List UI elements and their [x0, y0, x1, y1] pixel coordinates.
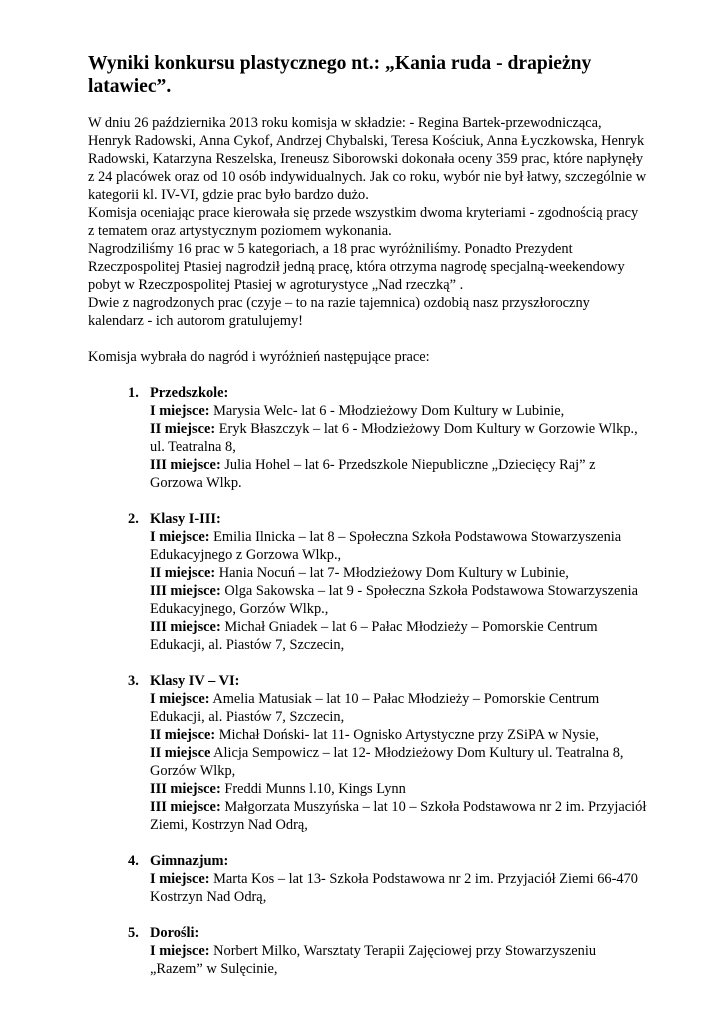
intro-paragraph: Komisja oceniając prace kierowała się przede wszystkim dwoma kryteriami - zgodnością pracy z tematem oraz artystycznym poziomem wykonania. [88, 205, 639, 239]
award-entry [150, 564, 648, 582]
award-place-label: II miejsce: [150, 727, 216, 743]
award-text: Marysia Welc- lat 6 - Młodzieżowy Dom Kultury w Lubinie, [209, 403, 565, 419]
category-name: Przedszkole: [150, 385, 229, 401]
award-place-label: III miejsce: [150, 583, 221, 599]
award-entry [150, 618, 648, 654]
category-number: 1. [128, 385, 139, 401]
category-number: 3. [128, 673, 139, 689]
award-entry [150, 402, 648, 420]
award-place-label: III miejsce: [150, 799, 221, 815]
award-text: Olga Sakowska – lat 9 - Społeczna Szkoła Podstawowa Stowarzyszenia Edukacyjnego, Gorzów Wlkp., [150, 583, 638, 617]
award-place-label: I miejsce: [150, 529, 210, 545]
award-entry [150, 942, 648, 978]
award-place-label: III miejsce: [150, 457, 221, 473]
category-number: 2. [128, 511, 139, 527]
award-text: Julia Hohel – lat 6- Przedszkole Niepubliczne „Dziecięcy Raj” z Gorzowa Wlkp. [150, 457, 596, 491]
award-text: Alicja Sempowicz – lat 12- Młodzieżowy Dom Kultury ul. Teatralna 8, Gorzów Wlkp, [150, 745, 624, 779]
award-entry [150, 870, 648, 906]
intro-paragraph: Dwie z nagrodzonych prac (czyje – to na razie tajemnica) ozdobią nasz przyszłoroczny kalendarz - ich autorom gratulujemy! [88, 295, 590, 329]
award-text: Michał Doński- lat 11- Ognisko Artystyczne przy ZSiPA w Nysie, [215, 727, 599, 743]
award-text: Emilia Ilnicka – lat 8 – Społeczna Szkoła Podstawowa Stowarzyszenia Edukacyjnego z Gorzowa Wlkp., [150, 529, 622, 563]
award-place-label: II miejsce: [150, 565, 216, 581]
category-name: Dorośli: [150, 925, 200, 941]
category-item [88, 510, 648, 654]
award-entry [150, 744, 648, 780]
award-place-label: III miejsce: [150, 619, 221, 635]
award-place-label: I miejsce: [150, 871, 210, 887]
award-entry [150, 528, 648, 564]
page-title: Wyniki konkursu plastycznego nt.: „Kania ruda - drapieżny latawiec”. [88, 53, 592, 97]
category-name: Gimnazjum: [150, 853, 229, 869]
category-item [88, 384, 648, 492]
award-entry [150, 582, 648, 618]
award-entry [150, 798, 648, 834]
award-place-label: I miejsce: [150, 943, 210, 959]
award-text: Michał Gniadek – lat 6 – Pałac Młodzieży – Pomorskie Centrum Edukacji, al. Piastów 7, Szczecin, [150, 619, 598, 653]
document-page [88, 52, 648, 996]
intro-paragraph: Nagrodziliśmy 16 prac w 5 kategoriach, a 18 prac wyróżniliśmy. Ponadto Prezydent Rzeczpospolitej Ptasiej nagrodził jedną pracę, która otrzyma nagrodę specjalną-weekendowy pobyt w Rzeczpospolitej Ptasiej w agroturystyce „Nad rzeczką” . [88, 241, 625, 293]
award-text: Marta Kos – lat 13- Szkoła Podstawowa nr 2 im. Przyjaciół Ziemi 66-470 Kostrzyn Nad Odrą, [150, 871, 638, 905]
award-entry [150, 726, 648, 744]
award-text: Amelia Matusiak – lat 10 – Pałac Młodzieży – Pomorskie Centrum Edukacji, al. Piastów 7, Szczecin, [150, 691, 600, 725]
category-number: 4. [128, 853, 139, 869]
award-text: Eryk Błaszczyk – lat 6 - Młodzieżowy Dom Kultury w Gorzowie Wlkp., ul. Teatralna 8, [150, 421, 638, 455]
intro-block [88, 114, 648, 330]
award-place-label: I miejsce: [150, 691, 210, 707]
award-entry [150, 456, 648, 492]
intro-paragraph: W dniu 26 października 2013 roku komisja w składzie: - Regina Bartek-przewodnicząca, Henryk Radowski, Anna Cykof, Andrzej Chybalski, Teresa Kościuk, Anna Łyczkowska, Henryk Radowski, Katarzyna Reszelska, Ireneusz Siborowski dokonała oceny 359 prac, które napłynęły z 24 placówek oraz od 10 osób indywidualnych. Jak co roku, wybór nie był łatwy, szczególnie w kategorii kl. IV-VI, gdzie prac było bardzo dużo. [88, 115, 647, 203]
category-item [88, 672, 648, 834]
award-entry [150, 420, 648, 456]
category-item [88, 924, 648, 978]
award-place-label: II miejsce: [150, 421, 216, 437]
award-place-label: III miejsce: [150, 781, 221, 797]
award-text: Hania Nocuń – lat 7- Młodzieżowy Dom Kultury w Lubinie, [215, 565, 569, 581]
category-name: Klasy IV – VI: [150, 673, 240, 689]
award-text: Małgorzata Muszyńska – lat 10 – Szkoła Podstawowa nr 2 im. Przyjaciół Ziemi, Kostrzyn Nad Odrą, [150, 799, 647, 833]
award-text: Norbert Milko, Warsztaty Terapii Zajęciowej przy Stowarzyszeniu „Razem” w Sulęcinie, [150, 943, 597, 977]
lead-in-text: Komisja wybrała do nagród i wyróżnień następujące prace: [88, 349, 430, 365]
award-entry [150, 690, 648, 726]
award-place-label: I miejsce: [150, 403, 210, 419]
award-place-label: II miejsce [150, 745, 211, 761]
award-entry [150, 780, 648, 798]
award-text: Freddi Munns l.10, Kings Lynn [220, 781, 406, 797]
category-number: 5. [128, 925, 139, 941]
category-item [88, 852, 648, 906]
category-name: Klasy I-III: [150, 511, 221, 527]
award-categories-list [88, 384, 648, 978]
